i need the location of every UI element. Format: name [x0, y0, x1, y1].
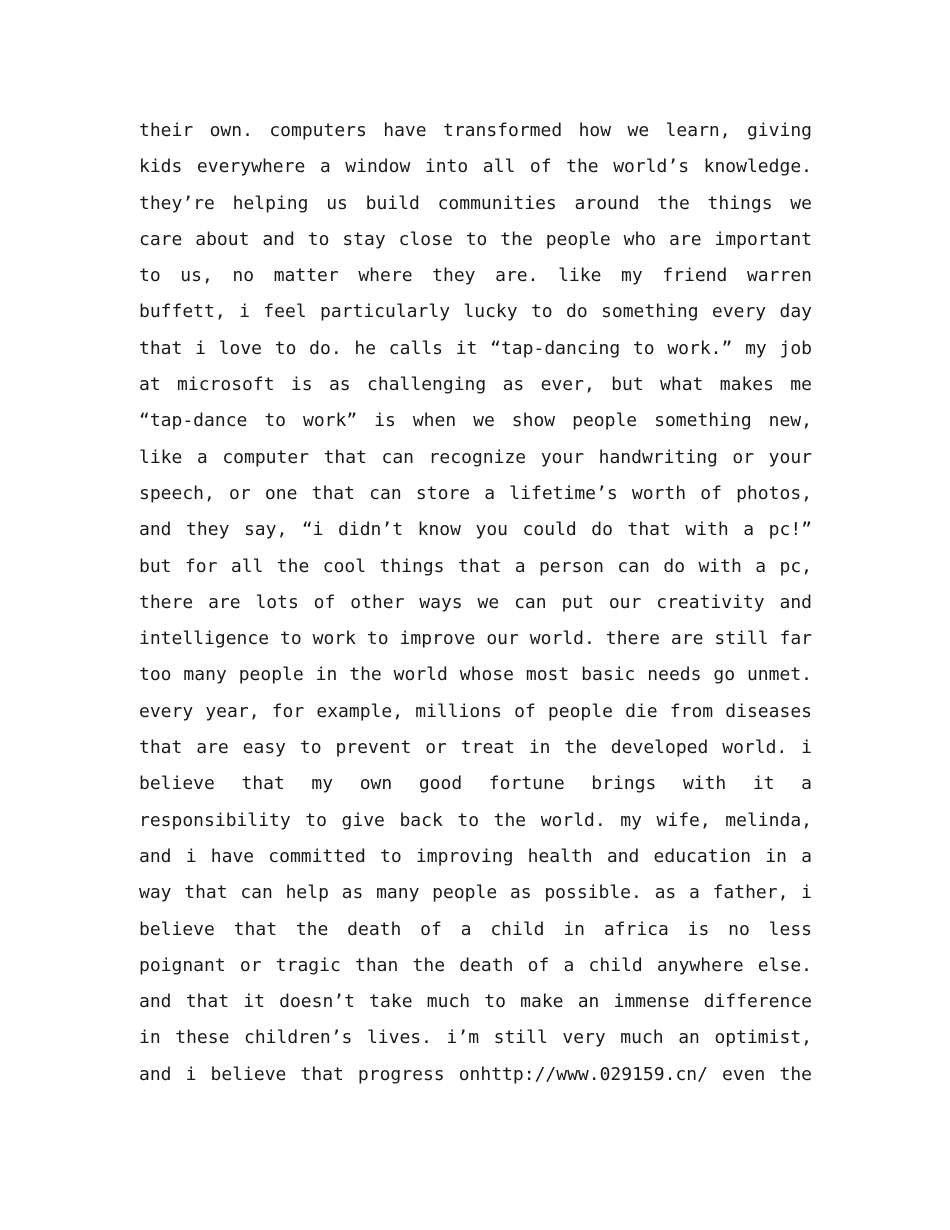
text-line: but for all the cool things that a person can do with a pc,	[139, 555, 812, 577]
text-line: responsibility to give back to the world. my wife, melinda,	[139, 809, 812, 831]
text-line: their own. computers have transformed how we learn, giving	[139, 120, 812, 141]
text-line: that i love to do. he calls it “tap-dancing to work.” my job	[139, 337, 812, 359]
text-line: and i have committed to improving health and education in a	[139, 845, 812, 867]
text-line: and i believe that progress onhttp://www.029159.cn/ even the	[139, 1063, 812, 1085]
text-line: intelligence to work to improve our world. there are still far	[139, 628, 812, 650]
text-line: too many people in the world whose most basic needs go unmet.	[139, 664, 812, 686]
text-line: that are easy to prevent or treat in the developed world. i	[139, 737, 812, 759]
text-line: care about and to stay close to the people who are important	[139, 228, 812, 250]
text-line: and that it doesn’t take much to make an immense difference	[139, 991, 812, 1013]
text-line: “tap-dance to work” is when we show people something new,	[139, 410, 812, 432]
text-line: kids everywhere a window into all of the world’s knowledge.	[139, 156, 812, 178]
body-paragraph	[139, 113, 812, 1093]
text-line: every year, for example, millions of people die from diseases	[139, 700, 812, 722]
text-line: buffett, i feel particularly lucky to do something every day	[139, 301, 812, 323]
text-line: in these children’s lives. i’m still very much an optimist,	[139, 1027, 812, 1049]
text-line: way that can help as many people as possible. as a father, i	[139, 882, 812, 904]
text-line: believe that my own good fortune brings with it a	[139, 773, 812, 795]
text-line: speech, or one that can store a lifetime’s worth of photos,	[139, 482, 812, 504]
text-line: believe that the death of a child in africa is no less	[139, 918, 812, 940]
text-line: to us, no matter where they are. like my friend warren	[139, 265, 812, 287]
text-line: and they say, “i didn’t know you could do that with a pc!”	[139, 519, 812, 541]
text-line: like a computer that can recognize your handwriting or your	[139, 446, 812, 468]
text-line: at microsoft is as challenging as ever, but what makes me	[139, 374, 812, 396]
text-line: there are lots of other ways we can put our creativity and	[139, 591, 812, 613]
text-line: they’re helping us build communities around the things we	[139, 192, 812, 214]
text-line: poignant or tragic than the death of a child anywhere else.	[139, 954, 812, 976]
